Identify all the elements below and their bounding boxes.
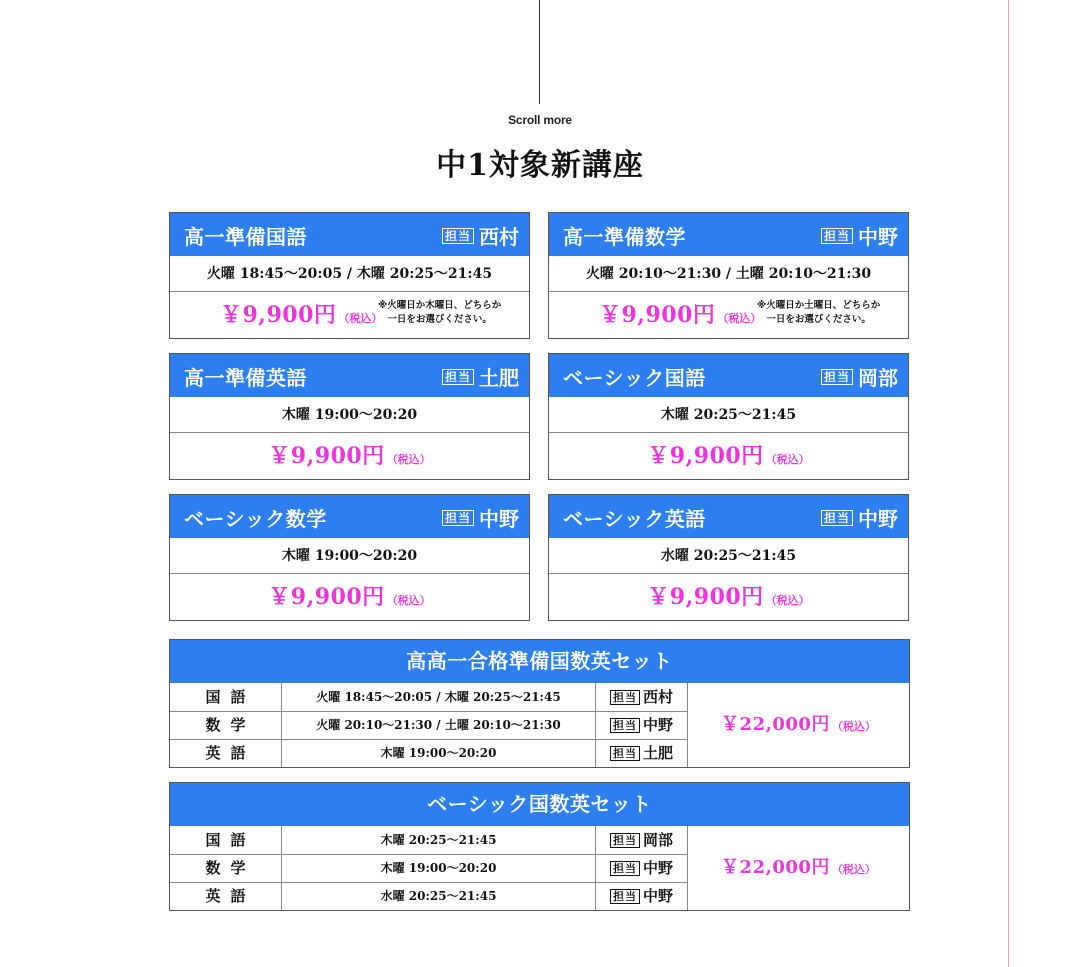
- course-teacher: [821, 221, 898, 250]
- note-line: 一日をお選びください。: [387, 314, 492, 325]
- course-card-suugaku: [548, 212, 909, 339]
- course-card-eigo: [169, 353, 530, 480]
- set-row-subject: 数学: [205, 859, 256, 877]
- course-teacher: [821, 503, 898, 532]
- column-divider: [595, 826, 596, 910]
- teacher-name: 岡部: [858, 366, 898, 390]
- course-card-header: [549, 354, 908, 397]
- price-value: ￥9,900円: [220, 302, 337, 328]
- teacher-badge: 担当: [610, 889, 640, 904]
- price-value: ￥9,900円: [647, 443, 764, 469]
- tax-label: （税込）: [717, 312, 762, 325]
- course-card-header: [170, 354, 529, 397]
- note-line: ※火曜日か土曜日、どちらか: [757, 300, 881, 311]
- course-schedule: 火曜 18:45〜20:05 / 木曜 20:25〜21:45: [170, 256, 529, 292]
- course-card-header: [170, 495, 529, 538]
- course-card-header: [549, 495, 908, 538]
- teacher-name: 西村: [642, 688, 673, 706]
- set-row-teacher: [596, 854, 687, 882]
- teacher-name: 土肥: [642, 744, 673, 762]
- teacher-badge: 担当: [442, 228, 474, 244]
- note-line: ※火曜日か木曜日、どちらか: [378, 300, 502, 311]
- column-divider: [281, 826, 282, 910]
- tax-label: （税込）: [765, 594, 810, 607]
- set-row-time: 木曜 19:00〜20:20: [380, 861, 497, 875]
- set-row-time: 水曜 20:25〜21:45: [380, 889, 497, 903]
- teacher-badge: 担当: [610, 718, 640, 733]
- teacher-badge: 担当: [442, 369, 474, 385]
- set-row-time: 火曜 18:45〜20:05 / 木曜 20:25〜21:45: [316, 690, 561, 704]
- course-teacher: [442, 503, 519, 532]
- set-row-time: 木曜 20:25〜21:45: [380, 833, 497, 847]
- tax-label: （税込）: [831, 863, 876, 876]
- teacher-badge: 担当: [442, 510, 474, 526]
- price-value: ￥22,000円: [721, 714, 830, 735]
- course-card-header: [170, 213, 529, 256]
- row-divider: [170, 711, 688, 712]
- set-course-table: [170, 683, 909, 767]
- teacher-name: 中野: [642, 887, 673, 905]
- course-card-koku: [169, 212, 530, 339]
- teacher-name: 中野: [642, 716, 673, 734]
- teacher-name: 岡部: [642, 831, 673, 849]
- course-name: 高一準備英語: [184, 366, 307, 390]
- tax-label: （税込）: [831, 720, 876, 733]
- set-row-subject: 国語: [205, 688, 256, 706]
- scroll-more-label: Scroll more: [508, 113, 572, 127]
- column-divider: [595, 683, 596, 767]
- set-course-title: ベーシック国数英セット: [170, 783, 909, 826]
- course-name: ベーシック数学: [184, 507, 327, 531]
- set-row-teacher: [596, 739, 687, 767]
- set-row-subject: 英語: [205, 744, 256, 762]
- teacher-badge: 担当: [821, 510, 853, 526]
- set-course-price: [688, 683, 909, 767]
- set-row: [170, 854, 688, 882]
- row-divider: [170, 854, 688, 855]
- price-value: ￥9,900円: [599, 302, 716, 328]
- course-note: [378, 299, 501, 327]
- price-value: ￥9,900円: [268, 584, 385, 610]
- course-schedule: 木曜 19:00〜20:20: [170, 538, 529, 574]
- price-value: ￥22,000円: [721, 857, 830, 878]
- teacher-name: 土肥: [479, 366, 519, 390]
- teacher-badge: 担当: [610, 833, 640, 848]
- price-value: ￥9,900円: [647, 584, 764, 610]
- row-divider: [170, 739, 688, 740]
- course-price: [170, 292, 529, 338]
- course-name: 高一準備数学: [563, 225, 686, 249]
- course-price: [549, 433, 908, 479]
- row-divider: [170, 882, 688, 883]
- course-teacher: [442, 221, 519, 250]
- course-price: [170, 433, 529, 479]
- set-row-time: 木曜 19:00〜20:20: [380, 746, 497, 760]
- course-price: [170, 574, 529, 620]
- set-row-subject: 数学: [205, 716, 256, 734]
- set-course-koukou: [169, 639, 910, 768]
- set-row: [170, 826, 688, 854]
- set-row: [170, 711, 688, 739]
- course-card-header: [549, 213, 908, 256]
- set-course-basic: [169, 782, 910, 911]
- set-row-teacher: [596, 683, 687, 711]
- set-course-table: [170, 826, 909, 910]
- teacher-name: 中野: [858, 507, 898, 531]
- set-row-teacher: [596, 882, 687, 910]
- note-line: 一日をお選びください。: [766, 314, 871, 325]
- set-row-subject: 英語: [205, 887, 256, 905]
- course-schedule: 火曜 20:10〜21:30 / 土曜 20:10〜21:30: [549, 256, 908, 292]
- scroll-indicator-line: [539, 0, 540, 104]
- course-teacher: [821, 362, 898, 391]
- course-card-basic-suugaku: [169, 494, 530, 621]
- tax-label: （税込）: [386, 594, 431, 607]
- tax-label: （税込）: [338, 312, 383, 325]
- teacher-name: 西村: [479, 225, 519, 249]
- course-card-basic-koku: [548, 353, 909, 480]
- teacher-name: 中野: [858, 225, 898, 249]
- set-row-subject: 国語: [205, 831, 256, 849]
- course-schedule: 木曜 20:25〜21:45: [549, 397, 908, 433]
- set-row: [170, 882, 688, 910]
- course-card-basic-eigo: [548, 494, 909, 621]
- course-schedule: 水曜 20:25〜21:45: [549, 538, 908, 574]
- course-teacher: [442, 362, 519, 391]
- course-name: ベーシック英語: [563, 507, 706, 531]
- column-divider: [281, 683, 282, 767]
- set-row-time: 火曜 20:10〜21:30 / 土曜 20:10〜21:30: [316, 718, 561, 732]
- course-price: [549, 292, 908, 338]
- teacher-badge: 担当: [610, 746, 640, 761]
- set-row-teacher: [596, 711, 687, 739]
- tax-label: （税込）: [386, 453, 431, 466]
- set-course-price: [688, 826, 909, 910]
- set-row: [170, 739, 688, 767]
- set-row-teacher: [596, 826, 687, 854]
- course-price: [549, 574, 908, 620]
- teacher-badge: 担当: [610, 861, 640, 876]
- price-value: ￥9,900円: [268, 443, 385, 469]
- course-schedule: 木曜 19:00〜20:20: [170, 397, 529, 433]
- tax-label: （税込）: [765, 453, 810, 466]
- course-name: 高一準備国語: [184, 225, 307, 249]
- course-note: [757, 299, 880, 327]
- set-row: [170, 683, 688, 711]
- teacher-badge: 担当: [821, 228, 853, 244]
- teacher-badge: 担当: [821, 369, 853, 385]
- teacher-name: 中野: [642, 859, 673, 877]
- course-name: ベーシック国語: [563, 366, 706, 390]
- teacher-badge: 担当: [610, 690, 640, 705]
- set-course-title: 高高一合格準備国数英セット: [170, 640, 909, 683]
- page-title: 中1対象新講座: [436, 148, 644, 183]
- teacher-name: 中野: [479, 507, 519, 531]
